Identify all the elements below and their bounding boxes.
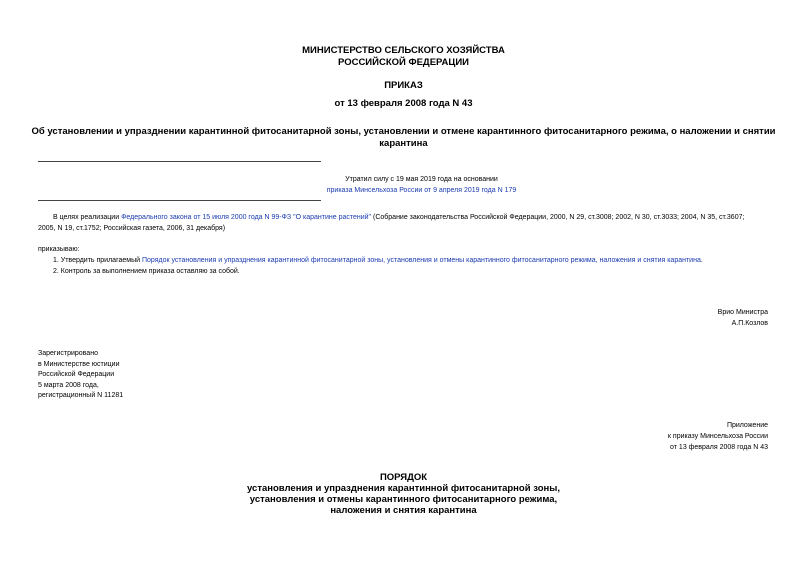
preamble-paragraph bbox=[53, 212, 744, 223]
order-word: приказываю: bbox=[38, 246, 80, 253]
procedure-title: ПОРЯДОК bbox=[379, 472, 428, 483]
document-title-line2: карантина bbox=[379, 138, 428, 149]
ministry-name-line1: МИНИСТЕРСТВО СЕЛЬСКОГО ХОЗЯЙСТВА bbox=[302, 45, 505, 56]
order-item-2: 2. Контроль за выполнением приказа оставляю за собой. bbox=[53, 268, 240, 275]
registration-line2: в Министерстве юстиции bbox=[38, 361, 120, 368]
appendix-line2: к приказу Минсельхоза России bbox=[667, 433, 768, 440]
signatory-role: Врио Министра bbox=[717, 309, 768, 316]
document-title-line1: Об установлении и упразднении карантинной фитосанитарной зоны, установлении и отмене карантинного фитосанитарного режима, о наложении и снятии bbox=[31, 126, 776, 137]
registration-line3: Российской Федерации bbox=[38, 371, 115, 378]
signatory-name: А.П.Козлов bbox=[731, 320, 768, 327]
registration-line5: регистрационный N 11281 bbox=[38, 392, 124, 399]
repeal-order-link[interactable]: приказа Минсельхоза России от 9 апреля 2019 года N 179 bbox=[326, 187, 517, 194]
preamble-prefix: В целях реализации bbox=[53, 214, 122, 221]
divider-top bbox=[38, 161, 321, 162]
status-text: Утратил силу с 19 мая 2019 года на основании bbox=[345, 176, 498, 183]
ministry-name-line2: РОССИЙСКОЙ ФЕДЕРАЦИИ bbox=[337, 57, 469, 68]
appendix-line3: от 13 февраля 2008 года N 43 bbox=[670, 444, 768, 451]
procedure-subtitle-line3: наложения и снятия карантина bbox=[330, 505, 477, 516]
order-item-1-suffix: . bbox=[700, 257, 703, 264]
document-date-number: от 13 февраля 2008 года N 43 bbox=[334, 98, 473, 109]
registration-line1: Зарегистрировано bbox=[38, 350, 98, 357]
order-item-1-prefix: 1. Утвердить прилагаемый bbox=[53, 257, 142, 264]
federal-law-link[interactable]: Федерального закона от 15 июля 2000 года N 99-ФЗ "О карантине растений" bbox=[121, 214, 372, 221]
divider-bottom bbox=[38, 200, 321, 201]
order-item-1 bbox=[53, 255, 703, 266]
procedure-subtitle-line1: установления и упразднения карантинной фитосанитарной зоны, bbox=[247, 483, 560, 494]
preamble-suffix: (Собрание законодательства Российской Федерации, 2000, N 29, ст.3008; 2002, N 30, ст.3033; 2004, N 35, ст.3607; bbox=[371, 214, 745, 221]
procedure-subtitle-line2: установления и отмены карантинного фитосанитарного режима, bbox=[249, 494, 558, 505]
preamble-line2: 2005, N 19, ст.1752; Российская газета, 2006, 31 декабря) bbox=[38, 225, 226, 232]
procedure-link[interactable]: Порядок установления и упразднения карантинной фитосанитарной зоны, установления и отмены карантинного фитосанитарного режима, наложения и снятия карантина bbox=[141, 257, 701, 264]
appendix-line1: Приложение bbox=[726, 422, 768, 429]
document-type: ПРИКАЗ bbox=[384, 80, 423, 91]
registration-line4: 5 марта 2008 года, bbox=[38, 382, 99, 389]
